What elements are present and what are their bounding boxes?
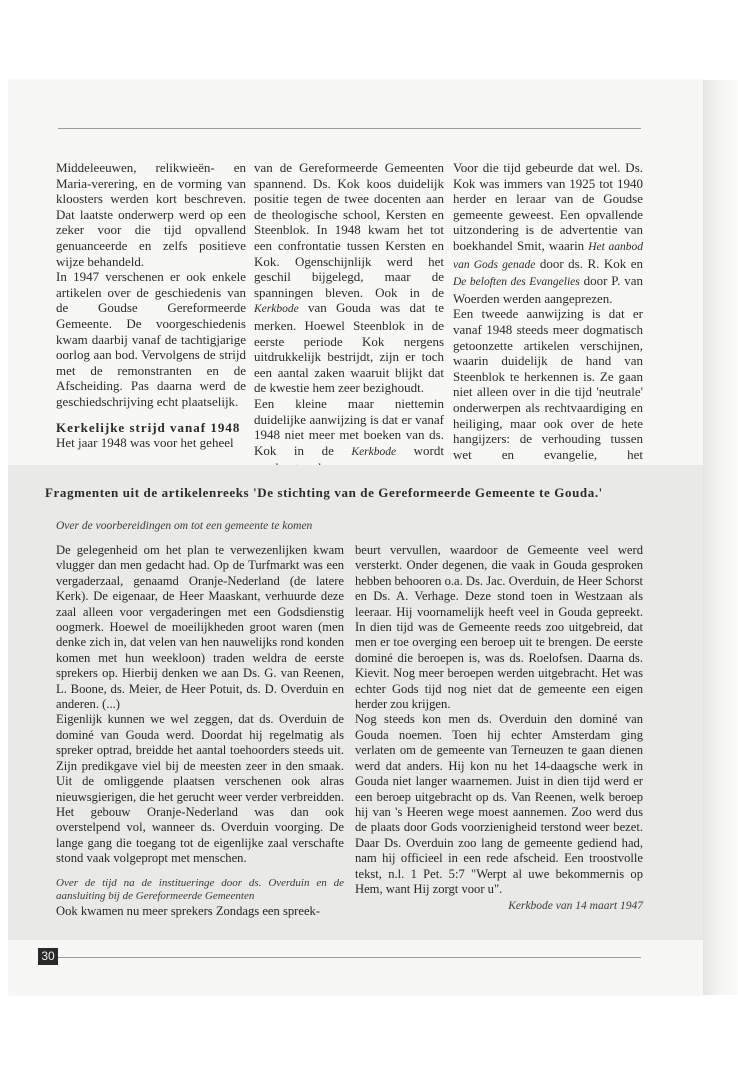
page-gutter: [703, 80, 738, 995]
paragraph: Voor die tijd gebeurde dat wel. Ds. Kok was immers van 1925 tot 1940 herder en leraar van de Goudse gemeente geweest. Een opvallende uitzondering is de advertentie van boekhandel Smit, waarin Het aanbod van Gods genade door ds. R. Kok en De beloften des Evangelies door P. van Woerden werden aangeprezen.: [453, 160, 644, 306]
source-citation: Kerkbode van 14 maart 1947: [508, 900, 643, 913]
bottom-rule: [58, 957, 641, 958]
insert-subtitle: Over de voorbereidingen om tot een gemeente te komen: [56, 520, 313, 532]
publication-name: Kerkbode: [254, 303, 299, 316]
top-rule: [58, 128, 641, 129]
paragraph: Nog steeds kon men ds. Overduin den dominé van Gouda noemen. Toen hij echter Amsterdam ging verlaten om de gemeente van Terneuzen te gaan dienen werd dat anders. Hij kon nu het 14-daagsche werk in Gouda niet langer waarnemen. Juist in dien tijd werd er een beroep uitgebracht op ds. Van Reenen, welk beroep hij van 's Heeren wege moest aannemen. Zoo werd dus de plaats door Gods voorzienigheid terstond weer bezet. Daar Ds. Overduin zoo lang de gemeente gediend had, nam hij officieel in een rede afscheid. Een troostvolle tekst, n.l. 1 Pet. 5:7 "Werpt al uwe bekommernis op Hem, want Hij zorgt voor u".: [355, 712, 643, 896]
page-number: 30: [38, 948, 58, 965]
paragraph: Het jaar 1948 was voor het geheel: [56, 435, 234, 451]
book-title: De beloften des Evangelies: [453, 276, 580, 289]
section-heading: Kerkelijke strijd vanaf 1948: [56, 419, 241, 435]
paragraph: Ook kwamen nu meer sprekers Zondags een spreek-: [56, 903, 321, 918]
paragraph: van de Gereformeerde Gemeenten spannend. Ds. Kok koos duidelijk positie tegen de twee docenten aan de theologische school, Kersten en Steenblok. In 1948 kwam het tot een confrontatie tussen Kersten en Kok. Ogenschijnlijk werd het geschil bijgelegd, maar de spanningen bleven. Ook in de Kerkbode van Gouda was dat te merken. Hoewel Steenblok in de eerste periode Kok nergens uitdrukkelijk bestrijdt, zijn er toch een aantal zaken waaruit blijkt dat de kwestie hem zeer bezighoudt.: [254, 160, 444, 396]
paragraph: De gelegenheid om het plan te verwezenlijken kwam vlugger dan men gedacht had. Op de Turfmarkt was een vergaderzaal, genaamd Oranje-Nederland (de latere Kerk). De eigenaar, de Heer Maaskant, verhuurde deze zaal alleen voor vergaderingen met een Godsdienstig oogmerk. Hoewel de moeilijkheden groot waren (men denke zich in, dat velen van hen nauwelijks rond konden komen met hun weekloon) traden weldra de eerste sprekers op. Hierbij denken we aan Ds. G. van Reenen, L. Boone, ds. Meier, de Heer Potuit, ds. D. Overduin en anderen. (...): [56, 543, 344, 712]
insert-subheading: Over de tijd na de institueringe door ds. Overduin en de aansluiting bij de Gereformeerde Gemeenten: [56, 876, 344, 903]
insert-column-left: [56, 543, 344, 919]
paragraph: In 1947 verschenen er ook enkele artikelen over de geschiedenis van de Goudse Gereformeerde Gemeente. De voorgeschiedenis kwam daarbij vanaf de tachtigjarige oorlog aan bod. Vervolgens de strijd met de remonstranten en de Afscheiding. Pas daarna werd de geschiedschrijving echt plaatselijk.: [56, 269, 246, 409]
paragraph: beurt vervullen, waardoor de Gemeente veel werd versterkt. Onder degenen, die vaak in Gouda gesproken hebben behooren o.a. Ds. Jac. Overduin, de Heer Schorst en Ds. A. Verhage. Deze stond toen in Westzaan als leeraar. Hij voornamelijk heeft veel in Gouda gepreekt. In dien tijd was de Gemeente reeds zoo uitgebreid, dat men er toe overging een beroep uit te brengen. De eerste dominé die beroepen is, was ds. Roelofsen. Daarna ds. Kievit. Nog meer beroepen werden uitgebracht. Het was echter Gods tijd nog niet dat de gemeente een eigen herder zou krijgen.: [355, 543, 643, 712]
insert-column-right: [355, 543, 643, 915]
paragraph: Een tweede aanwijzing is dat er vanaf 1948 steeds meer dogmatisch getoonzette artikelen verschijnen, waarin duidelijk de hand van Steenblok te herkennen is. Ze gaan niet alleen over in die tijd 'neutrale' onderwerpen als rechtvaardiging en heiliging, maar ook over de hete hangijzers: de verhouding tussen wet en evangelie, het: [453, 306, 643, 462]
paragraph: Eigenlijk kunnen we wel zeggen, dat ds. Overduin de dominé van Gouda werd. Doordat hij regelmatig als spreker optrad, breidde het aantal toehoorders steeds uit. Zijn predikgave viel bij de meesten zeer in den smaak. Uit de omliggende plaatsen verschenen ook alras nieuwsgierigen, die het gerucht weer verder verbreidden. Het gebouw Oranje-Nederland was dan ook overstelpend vol, wanneer ds. Overduin voorging. De lange gang die toegang tot de eigenlijke zaal verschafte stond vaak volgepropt met menschen.: [56, 712, 344, 866]
article-column-3: [453, 160, 643, 478]
paragraph: Middeleeuwen, relikwieën- en Maria-verering, en de vorming van kloosters werden kort beschreven. Dat laatste onderwerp werd op een zeker voor die tijd opvallend genuanceerde en zelfs positieve wijze behandeld.: [56, 160, 246, 269]
book-title: Het aanbod van Gods genade: [453, 240, 644, 271]
paragraph: Een kleine maar niettemin duidelijke aanwijzing is dat er vanaf 1948 niet meer met boeken van ds. Kok in de Kerkbode wordt: [254, 395, 445, 458]
article-column-1: [56, 160, 246, 451]
publication-name: Kerkbode: [351, 445, 397, 458]
article-column-2: [254, 160, 444, 476]
insert-title: Fragmenten uit de artikelenreeks 'De stichting van de Gereformeerde Gemeente te Gouda.': [45, 485, 603, 500]
